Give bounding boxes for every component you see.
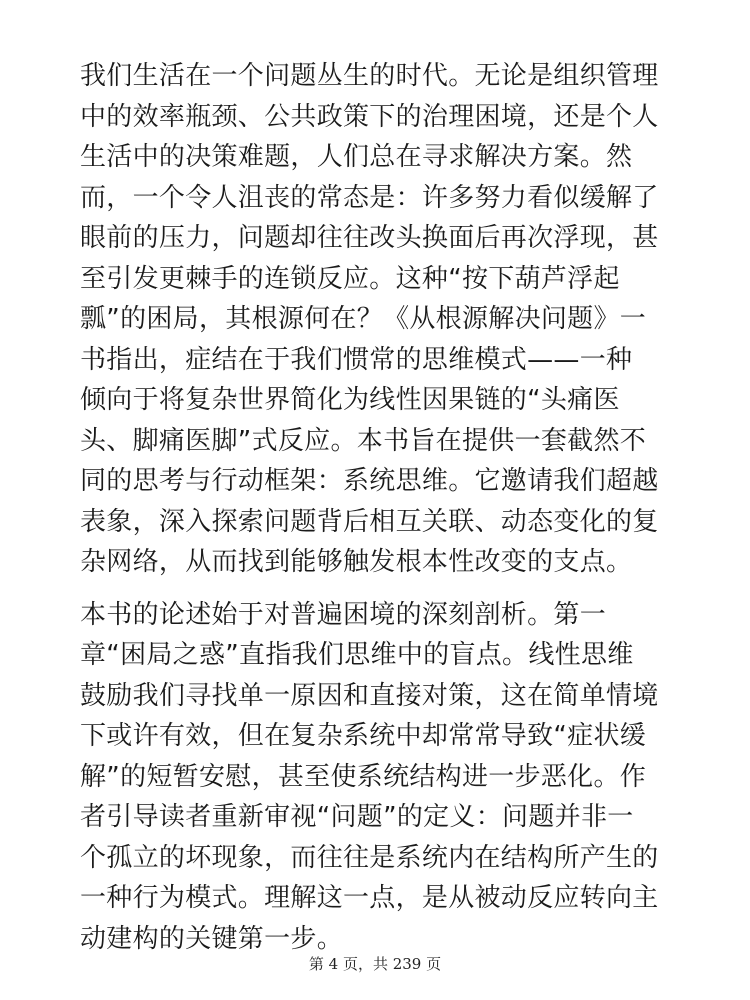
paragraph-1 [80, 56, 670, 583]
text-line: 我们生活在一个问题丛生的时代。无论是组织管理 [80, 61, 659, 91]
text-line: 同的思考与行动框架：系统思维。它邀请我们超越 [80, 466, 659, 496]
text-line: 章“困局之惑”直指我们思维中的盲点。线性思维 [80, 640, 634, 670]
text-line: 眼前的压力，问题却往往改头换面后再次浮现，甚 [80, 223, 659, 253]
text-line: 解”的短暂安慰，甚至使系统结构进一步恶化。作 [80, 761, 647, 792]
text-line: 书指出，症结在于我们惯常的思维模式——一种 [80, 344, 633, 375]
text-line: 杂网络，从而找到能够触发根本性改变的支点。 [80, 547, 633, 577]
text-line: 头、脚痛医脚”式反应。本书旨在提供一套截然不 [80, 425, 647, 456]
text-line: 表象，深入探索问题背后相互关联、动态变化的复 [80, 506, 659, 537]
text-line: 者引导读者重新审视“问题”的定义：问题并非一 [80, 802, 634, 832]
text-line: 倾向于将复杂世界简化为线性因果链的“头痛医 [80, 385, 620, 415]
text-line: 个孤立的坏现象，而往往是系统内在结构所产生的 [80, 842, 659, 873]
text-line: 动建构的关键第一步。 [80, 923, 344, 954]
body-text [80, 56, 670, 959]
text-line: 本书的论述始于对普遍困境的深刻剖析。第一 [80, 599, 607, 630]
text-line: 中的效率瓶颈、公共政策下的治理困境，还是个人 [80, 101, 659, 132]
text-line: 瓢”的困局，其根源何在？《从根源解决问题》一 [80, 304, 647, 334]
text-line: 至引发更棘手的连锁反应。这种“按下葫芦浮起 [80, 263, 620, 294]
paragraph-2 [80, 595, 670, 960]
page-number: 第 4 页，共 239 页 [308, 955, 442, 973]
text-line: 一种行为模式。理解这一点，是从被动反应转向主 [80, 883, 659, 913]
text-line: 而，一个令人沮丧的常态是：许多努力看似缓解了 [80, 182, 659, 213]
text-line: 鼓励我们寻找单一原因和直接对策，这在简单情境 [80, 680, 659, 711]
text-line: 下或许有效，但在复杂系统中却常常导致“症状缓 [80, 721, 647, 751]
text-line: 生活中的决策难题，人们总在寻求解决方案。然 [80, 142, 633, 172]
